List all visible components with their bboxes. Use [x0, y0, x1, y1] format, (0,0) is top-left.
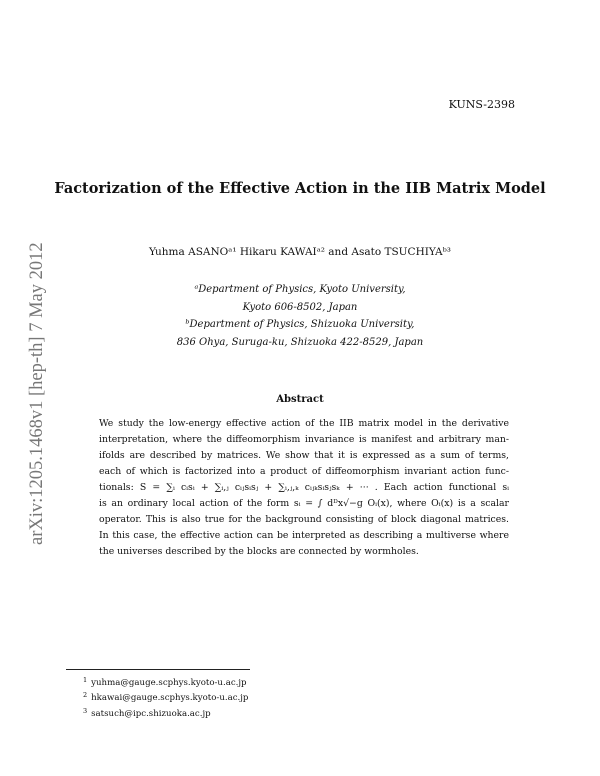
footnote-email[interactable]: yuhma@gauge.scphys.kyoto-u.ac.jp	[91, 678, 247, 688]
author-list: Yuhma ASANOᵃ¹ Hikaru KAWAIᵃ² and Asato TSUCHIYAᵇ³	[149, 246, 451, 258]
abstract-line: each of which is factorized into a product of diffeomorphism invariant action func-	[99, 466, 509, 477]
footnote-email[interactable]: satsuch@ipc.shizuoka.ac.jp	[91, 708, 211, 719]
abstract-line: is an ordinary local action of the form sᵢ = ∫ dᴰx√−g Oᵢ(x), where Oᵢ(x) is a scalar	[99, 498, 509, 509]
affiliation-line: Kyoto 606-8502, Japan	[242, 301, 358, 313]
abstract-line: operator. This is also true for the background consisting of block diagonal matrices.	[99, 514, 509, 525]
abstract-heading: Abstract	[276, 394, 324, 405]
affiliation-line: 836 Ohya, Suruga-ku, Shizuoka 422-8529, Japan	[176, 336, 424, 348]
report-number: KUNS-2398	[448, 98, 515, 111]
arxiv-stamp	[27, 242, 47, 565]
abstract-line: ifolds are described by matrices. We show that it is expressed as a sum of terms,	[99, 450, 509, 461]
footnote-number: 1	[83, 676, 88, 684]
arxiv-stamp-text: arXiv:1205.1468v1 [hep-th] 7 May 2012	[27, 242, 47, 545]
footnote-number: 2	[83, 691, 88, 700]
abstract-line: We study the low-energy effective action of the IIB matrix model in the derivative	[99, 418, 509, 429]
footnote-rule	[66, 669, 250, 670]
footnote	[83, 674, 248, 689]
abstract-body	[99, 416, 509, 560]
affiliation-line: ᵃDepartment of Physics, Kyoto University,	[194, 284, 406, 295]
footnote-number: 3	[83, 706, 88, 715]
affiliations	[0, 281, 600, 351]
affiliation-line: ᵇDepartment of Physics, Shizuoka University,	[185, 319, 415, 330]
footnote	[83, 689, 248, 704]
footnotes	[83, 674, 248, 720]
abstract-line: tionals: S = ∑ᵢ cᵢsᵢ + ∑ᵢ,ⱼ cᵢⱼsᵢsⱼ + ∑ᵢ,ⱼ,ₖ cᵢⱼₖsᵢsⱼsₖ + ··· . Each action functional sᵢ	[99, 482, 509, 493]
abstract-line: In this case, the effective action can be interpreted as describing a multiverse where	[99, 530, 509, 541]
footnote-email[interactable]: hkawai@gauge.scphys.kyoto-u.ac.jp	[91, 693, 249, 704]
abstract-line: interpretation, where the diffeomorphism invariance is manifest and arbitrary man-	[99, 434, 509, 445]
paper-title: Factorization of the Effective Action in the IIB Matrix Model	[54, 180, 546, 197]
abstract-line: the universes described by the blocks are connected by wormholes.	[99, 546, 419, 557]
footnote	[83, 705, 248, 720]
